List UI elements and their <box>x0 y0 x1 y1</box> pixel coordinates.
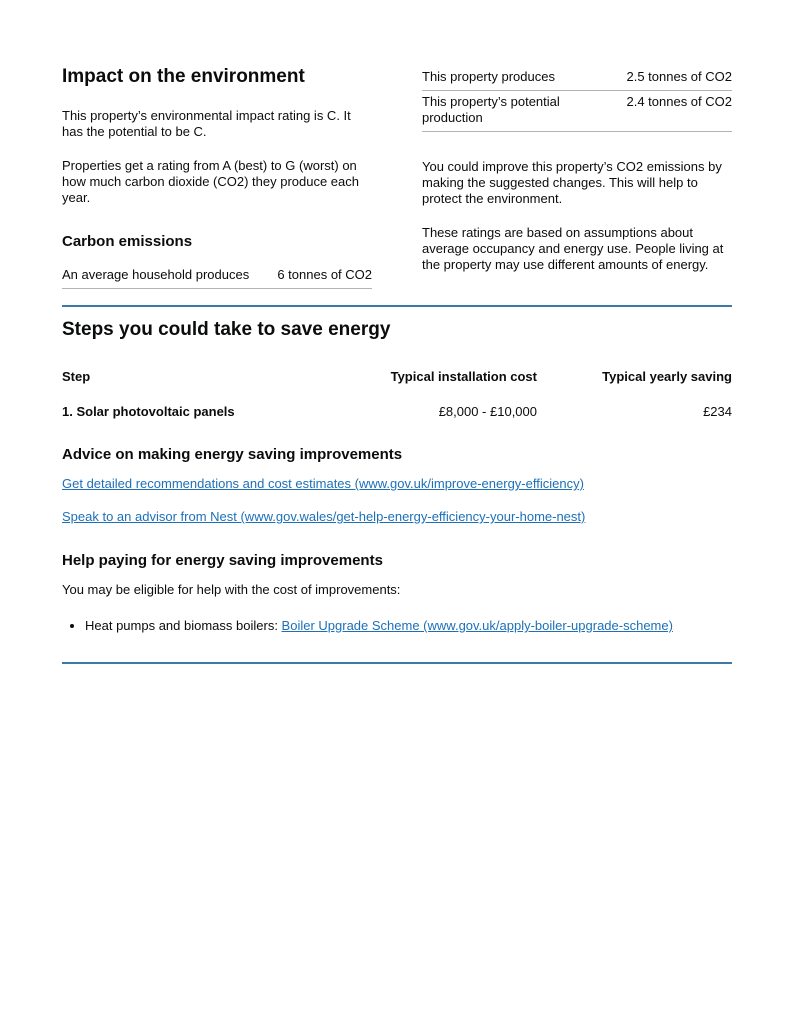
steps-table <box>62 369 732 420</box>
boiler-upgrade-scheme-link[interactable]: Boiler Upgrade Scheme (www.gov.uk/apply-boiler-upgrade-scheme) <box>281 618 673 633</box>
column-header-step: Step <box>62 369 91 384</box>
column-header-yearly-saving: Typical yearly saving <box>602 369 732 384</box>
help-intro-paragraph: You may be eligible for help with the cost of improvements: <box>62 582 401 597</box>
nest-advisor-link-line <box>62 509 732 525</box>
advice-heading: Advice on making energy saving improvements <box>62 446 403 463</box>
table-row-potential-production <box>422 91 732 132</box>
nest-advisor-link[interactable]: Speak to an advisor from Nest (www.gov.wales/get-help-energy-efficiency-your-home-nest) <box>62 509 586 524</box>
property-co2-table <box>422 66 732 132</box>
impact-section-title: Impact on the environment <box>62 66 305 87</box>
row-label: This property’s potential production <box>422 94 560 125</box>
column-header-installation-cost: Typical installation cost <box>390 369 537 384</box>
row-label: An average household produces <box>62 267 250 282</box>
yearly-saving-cell: £234 <box>703 404 732 419</box>
section-divider <box>62 305 732 307</box>
improve-emissions-paragraph: You could improve this property’s CO2 emissions by making the suggested changes. This will help to protect the environment. <box>422 159 722 206</box>
row-value: 2.4 tonnes of CO2 <box>626 94 732 109</box>
row-value: 2.5 tonnes of CO2 <box>626 69 732 84</box>
help-schemes-list <box>62 618 732 634</box>
recommendations-link-line <box>62 476 732 492</box>
table-row-average-household <box>62 264 372 289</box>
section-divider <box>62 662 732 664</box>
steps-table-header-row <box>62 369 732 385</box>
steps-section-title: Steps you could take to save energy <box>62 319 391 340</box>
table-row-solar-panels <box>62 404 732 420</box>
step-name-cell: 1. Solar photovoltaic panels <box>62 404 235 419</box>
impact-section <box>62 66 732 289</box>
carbon-emissions-heading: Carbon emissions <box>62 233 193 250</box>
impact-right-column <box>422 66 732 273</box>
table-row-property-produces <box>422 66 732 91</box>
help-paying-heading: Help paying for energy saving improvements <box>62 552 383 569</box>
row-label: This property produces <box>422 69 555 84</box>
recommendations-link[interactable]: Get detailed recommendations and cost estimates (www.gov.uk/improve-energy-efficiency) <box>62 476 584 491</box>
impact-rating-paragraph: This property’s environmental impact rating is C. It has the potential to be C. <box>62 108 351 139</box>
row-value: 6 tonnes of CO2 <box>277 267 372 282</box>
bullet-text: Heat pumps and biomass boilers: <box>85 618 282 633</box>
impact-left-column <box>62 66 372 289</box>
impact-rating-scale-paragraph: Properties get a rating from A (best) to G (worst) on how much carbon dioxide (CO2) they produce each year. <box>62 158 359 205</box>
carbon-emissions-table <box>62 264 372 289</box>
installation-cost-cell: £8,000 - £10,000 <box>438 404 537 419</box>
ratings-assumptions-paragraph: These ratings are based on assumptions about average occupancy and energy use. People living at the property may use different amounts of energy. <box>422 225 724 272</box>
list-item-heat-pumps <box>85 618 732 634</box>
